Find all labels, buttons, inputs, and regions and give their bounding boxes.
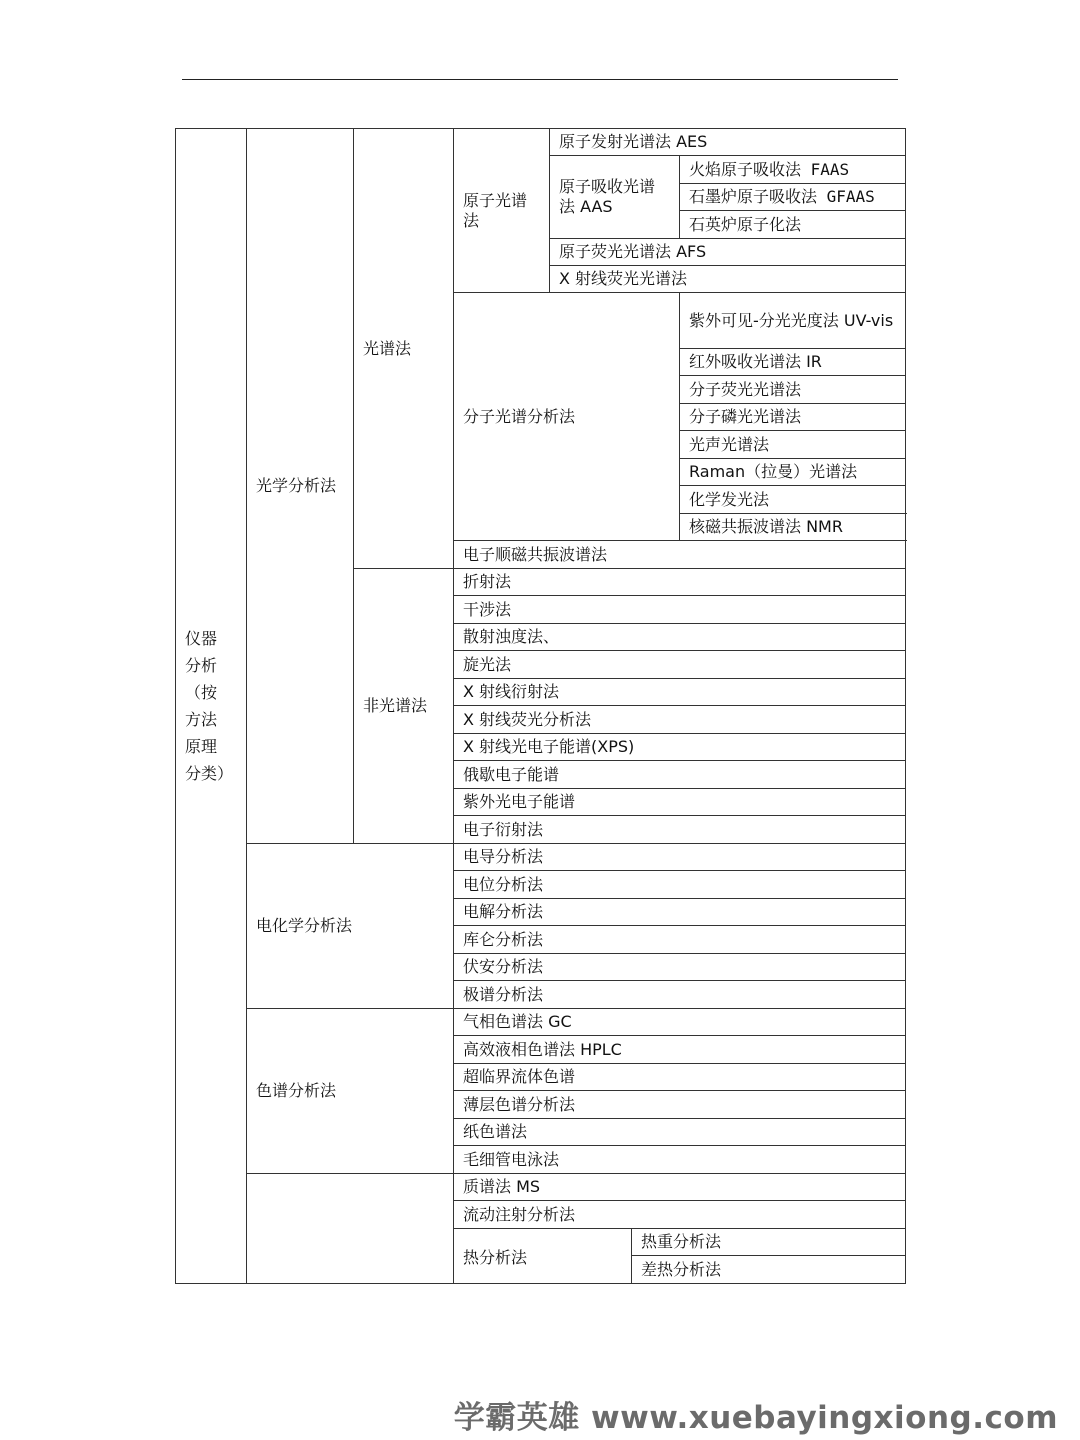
method-chemiluminescence: 化学发光法 [680, 486, 906, 514]
thermal-category-cell: 热分析法 [454, 1229, 632, 1284]
optical-category-cell: 光学分析法 [247, 129, 354, 844]
method-photoacoustic: 光声光谱法 [680, 431, 906, 459]
method-gc: 气相色谱法 GC [454, 1009, 906, 1036]
method-xrd: X 射线衍射法 [454, 679, 906, 706]
method-auger: 俄歇电子能谱 [454, 761, 906, 789]
root-category-cell [176, 129, 247, 1284]
method-turbidimetry: 散射浊度法、 [454, 624, 906, 651]
electrochemical-category-cell: 电化学分析法 [247, 844, 454, 1009]
method-potentiometry: 电位分析法 [454, 871, 906, 899]
method-electrolysis: 电解分析法 [454, 899, 906, 926]
method-coulometry: 库仑分析法 [454, 926, 906, 954]
method-electron-diffraction: 电子衍射法 [454, 816, 906, 844]
method-nmr: 核磁共振波谱法 NMR [680, 514, 906, 541]
method-molecular-fluorescence: 分子荧光光谱法 [680, 376, 906, 404]
atomic-spectroscopy-cell: 原子光谱法 [454, 129, 550, 293]
non-spectral-category-cell: 非光谱法 [354, 569, 454, 844]
method-uv-vis: 紫外可见-分光光度法 UV-vis [680, 293, 906, 349]
chromatography-category-cell: 色谱分析法 [247, 1009, 454, 1174]
method-interference: 干涉法 [454, 596, 906, 624]
method-hplc: 高效液相色谱法 HPLC [454, 1036, 906, 1064]
header-rule [182, 79, 898, 80]
method-faas: 火焰原子吸收法 FAAS [680, 156, 906, 184]
method-sfc: 超临界流体色谱 [454, 1064, 906, 1091]
spectral-category-cell: 光谱法 [354, 129, 454, 569]
method-esr: 电子顺磁共振波谱法 [454, 541, 906, 569]
method-ms: 质谱法 MS [454, 1174, 906, 1201]
method-dta: 差热分析法 [632, 1256, 906, 1284]
method-polarography: 极谱分析法 [454, 981, 906, 1009]
method-refraction: 折射法 [454, 569, 906, 596]
method-voltammetry: 伏安分析法 [454, 954, 906, 981]
method-ir: 红外吸收光谱法 IR [680, 349, 906, 376]
method-xrf-analysis: X 射线荧光分析法 [454, 706, 906, 734]
method-conductometry: 电导分析法 [454, 844, 906, 871]
method-ups: 紫外光电子能谱 [454, 789, 906, 816]
method-tlc: 薄层色谱分析法 [454, 1091, 906, 1119]
watermark: 学霸英雄 www.xuebayingxiong.com [453, 1400, 1058, 1436]
method-xrf: X 射线荧光光谱法 [550, 266, 906, 293]
method-capillary-electrophoresis: 毛细管电泳法 [454, 1146, 906, 1174]
method-molecular-phosphorescence: 分子磷光光谱法 [680, 404, 906, 431]
method-quartz-furnace: 石英炉原子化法 [680, 211, 906, 239]
root-label: 仪器分析（按方法原理分类） [185, 629, 234, 783]
method-afs: 原子荧光光谱法 AFS [550, 239, 906, 266]
molecular-spectroscopy-cell: 分子光谱分析法 [454, 293, 680, 541]
method-thermogravimetry: 热重分析法 [632, 1229, 906, 1256]
method-fia: 流动注射分析法 [454, 1201, 906, 1229]
method-paper-chromatography: 纸色谱法 [454, 1119, 906, 1146]
method-raman: Raman（拉曼）光谱法 [680, 459, 906, 486]
aas-category-cell: 原子吸收光谱法 AAS [550, 156, 680, 239]
classification-table [175, 128, 906, 1284]
other-category-cell [247, 1174, 454, 1284]
method-polarimetry: 旋光法 [454, 651, 906, 679]
method-xps: X 射线光电子能谱(XPS) [454, 734, 906, 761]
method-aes: 原子发射光谱法 AES [550, 129, 906, 156]
method-gfaas: 石墨炉原子吸收法 GFAAS [680, 184, 906, 211]
